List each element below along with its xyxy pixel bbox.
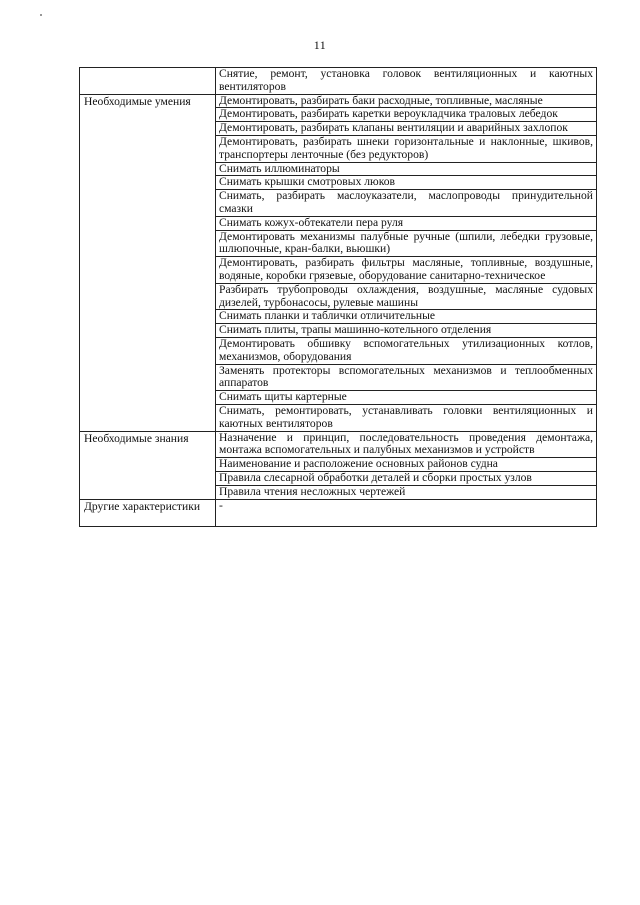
skills-item: Демонтировать, разбирать клапаны вентиляции и аварийных захлопок bbox=[216, 122, 597, 136]
table-row bbox=[80, 94, 597, 108]
knowledge-item: Правила слесарной обработки деталей и сборки простых узлов bbox=[216, 471, 597, 485]
table-row bbox=[80, 499, 597, 526]
requirements-table bbox=[79, 67, 597, 527]
table-row bbox=[80, 431, 597, 458]
skills-item: Снимать щиты картерные bbox=[216, 391, 597, 405]
skills-item: Снимать планки и таблички отличительные bbox=[216, 310, 597, 324]
skills-item: Демонтировать механизмы палубные ручные (шпили, лебедки грузовые, шлюпочные, кран-балки, вьюшки) bbox=[216, 230, 597, 257]
skills-item: Демонтировать обшивку вспомогательных утилизационных котлов, механизмов, оборудования bbox=[216, 337, 597, 364]
skills-item: Демонтировать, разбирать шнеки горизонтальные и наклонные, шкивов, транспортеры ленточные (без редукторов) bbox=[216, 135, 597, 162]
skills-item: Снимать, ремонтировать, устанавливать головки вентиляционных и каютных вентиляторов bbox=[216, 404, 597, 431]
skills-label: Необходимые умения bbox=[80, 94, 216, 431]
knowledge-item: Назначение и принцип, последовательность проведения демонтажа, монтажа вспомогательных и палубных механизмов и устройств bbox=[216, 431, 597, 458]
skills-item: Демонтировать, разбирать каретки вероукладчика траловых лебедок bbox=[216, 108, 597, 122]
skills-item: Снимать крышки смотровых люков bbox=[216, 176, 597, 190]
knowledge-label: Необходимые знания bbox=[80, 431, 216, 499]
skills-item: Заменять протекторы вспомогательных механизмов и теплообменных аппаратов bbox=[216, 364, 597, 391]
page-number: 11 bbox=[313, 38, 327, 52]
skills-item: Демонтировать, разбирать баки расходные, топливные, масляные bbox=[216, 94, 597, 108]
table-row bbox=[80, 68, 597, 95]
skills-item: Снимать, разбирать маслоуказатели, маслопроводы принудительной смазки bbox=[216, 190, 597, 217]
skills-item: Снимать плиты, трапы машинно-котельного отделения bbox=[216, 324, 597, 338]
skills-item: Снимать кожух-обтекатели пера руля bbox=[216, 216, 597, 230]
knowledge-item: Наименование и расположение основных районов судна bbox=[216, 458, 597, 472]
other-value: - bbox=[216, 499, 597, 526]
empty-label-cell bbox=[80, 68, 216, 95]
skills-item: Разбирать трубопроводы охлаждения, воздушные, масляные судовых дизелей, турбонасосы, рулевые машины bbox=[216, 283, 597, 310]
scan-speck bbox=[40, 14, 42, 16]
knowledge-item: Правила чтения несложных чертежей bbox=[216, 485, 597, 499]
skills-item: Демонтировать, разбирать фильтры масляные, топливные, воздушные, водяные, коробки грязевые, оборудование санитарно-техническое bbox=[216, 257, 597, 284]
table-cell: Снятие, ремонт, установка головок вентиляционных и каютных вентиляторов bbox=[216, 68, 597, 95]
skills-item: Снимать иллюминаторы bbox=[216, 162, 597, 176]
other-label: Другие характеристики bbox=[80, 499, 216, 526]
